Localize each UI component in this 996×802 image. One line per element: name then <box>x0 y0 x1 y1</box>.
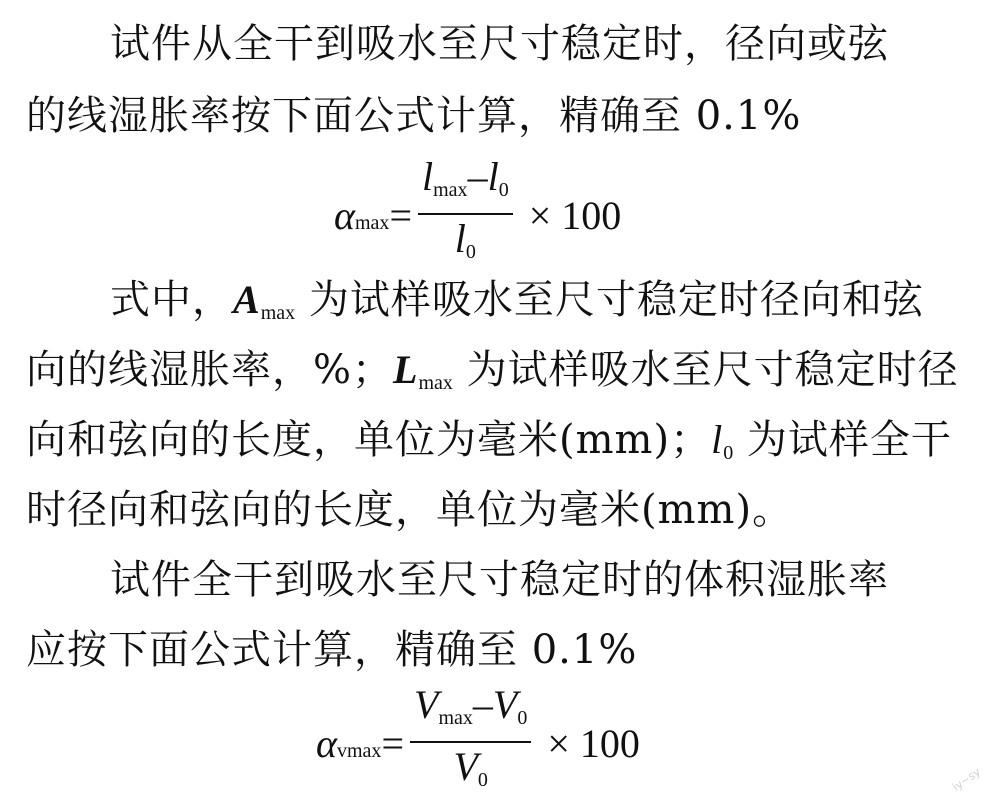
formula1-num-var2: l <box>487 154 499 199</box>
symbol-A: A <box>233 277 261 322</box>
symbol-A-sub: max <box>260 302 296 324</box>
para2-prefix: 式中， <box>110 277 233 323</box>
formula2-times: × 100 <box>547 720 640 766</box>
formula1-fraction <box>418 156 513 274</box>
symbol-l0: l <box>711 417 724 462</box>
formula1-minus: – <box>467 154 488 199</box>
formula1-lhs <box>334 192 412 239</box>
formula1-alpha-sub: max <box>355 211 390 234</box>
para2-line2-b: 为试样吸水至尺寸稳定时径 <box>452 347 959 393</box>
formula1-num-sub1: max <box>433 179 468 201</box>
formula2-minus: – <box>472 682 493 727</box>
para2-line1 <box>110 276 924 337</box>
formula2-fraction <box>410 684 531 802</box>
formula1-num-var: l <box>422 154 434 199</box>
symbol-l0-sub: 0 <box>723 442 734 464</box>
para2-line2-a: 向的线湿胀率，%； <box>26 347 394 393</box>
para3-line2: 应按下面公式计算，精确至 0.1% <box>26 627 638 673</box>
formula2-den-var: V <box>453 744 478 789</box>
formula1-num-sub2: 0 <box>498 179 509 201</box>
formula2-alpha: α <box>316 720 337 766</box>
formula2-num-var: V <box>414 682 439 727</box>
formula1-den-var: l <box>454 216 466 261</box>
formula2-num-sub2: 0 <box>517 707 528 729</box>
formula2-num-var2: V <box>492 682 518 727</box>
formula2-num-sub1: max <box>438 707 473 729</box>
para1-line2: 的线湿胀率按下面公式计算，精确至 0.1% <box>26 93 802 139</box>
para2-line3-b: 为试样全干 <box>733 417 952 463</box>
formula1-times: × 100 <box>528 192 622 238</box>
formula2-denominator <box>453 743 487 802</box>
para2-line4: 时径向和弦向的长度，单位为毫米(mm)。 <box>26 487 794 533</box>
formula-volume-swelling <box>316 684 640 802</box>
symbol-L: L <box>393 347 419 392</box>
formula2-numerator <box>410 684 531 743</box>
para1-line1: 试件从全干到吸水至尺寸稳定时，径向或弦 <box>110 21 889 67</box>
formula1-den-sub: 0 <box>465 241 476 263</box>
formula1-numerator <box>418 156 513 215</box>
para2-line3-a: 向和弦向的长度，单位为毫米(mm)； <box>26 417 712 463</box>
para2-line1-rest: 为试样吸水至尺寸稳定时径向和弦 <box>295 277 924 323</box>
watermark: iy~sy <box>950 765 983 794</box>
formula1-equals: = <box>389 192 412 238</box>
para2-line3 <box>26 416 952 477</box>
formula2-alpha-sub: vmax <box>337 739 382 762</box>
formula1-denominator <box>455 215 476 274</box>
formula2-lhs <box>316 720 404 767</box>
formula2-equals: = <box>381 720 404 766</box>
symbol-L-sub: max <box>418 372 453 394</box>
formula-linear-swelling <box>334 156 621 274</box>
para3-line1: 试件全干到吸水至尺寸稳定时的体积湿胀率 <box>110 557 889 603</box>
formula2-den-sub: 0 <box>477 769 488 791</box>
formula1-alpha: α <box>334 192 355 238</box>
para2-line2 <box>26 346 959 407</box>
